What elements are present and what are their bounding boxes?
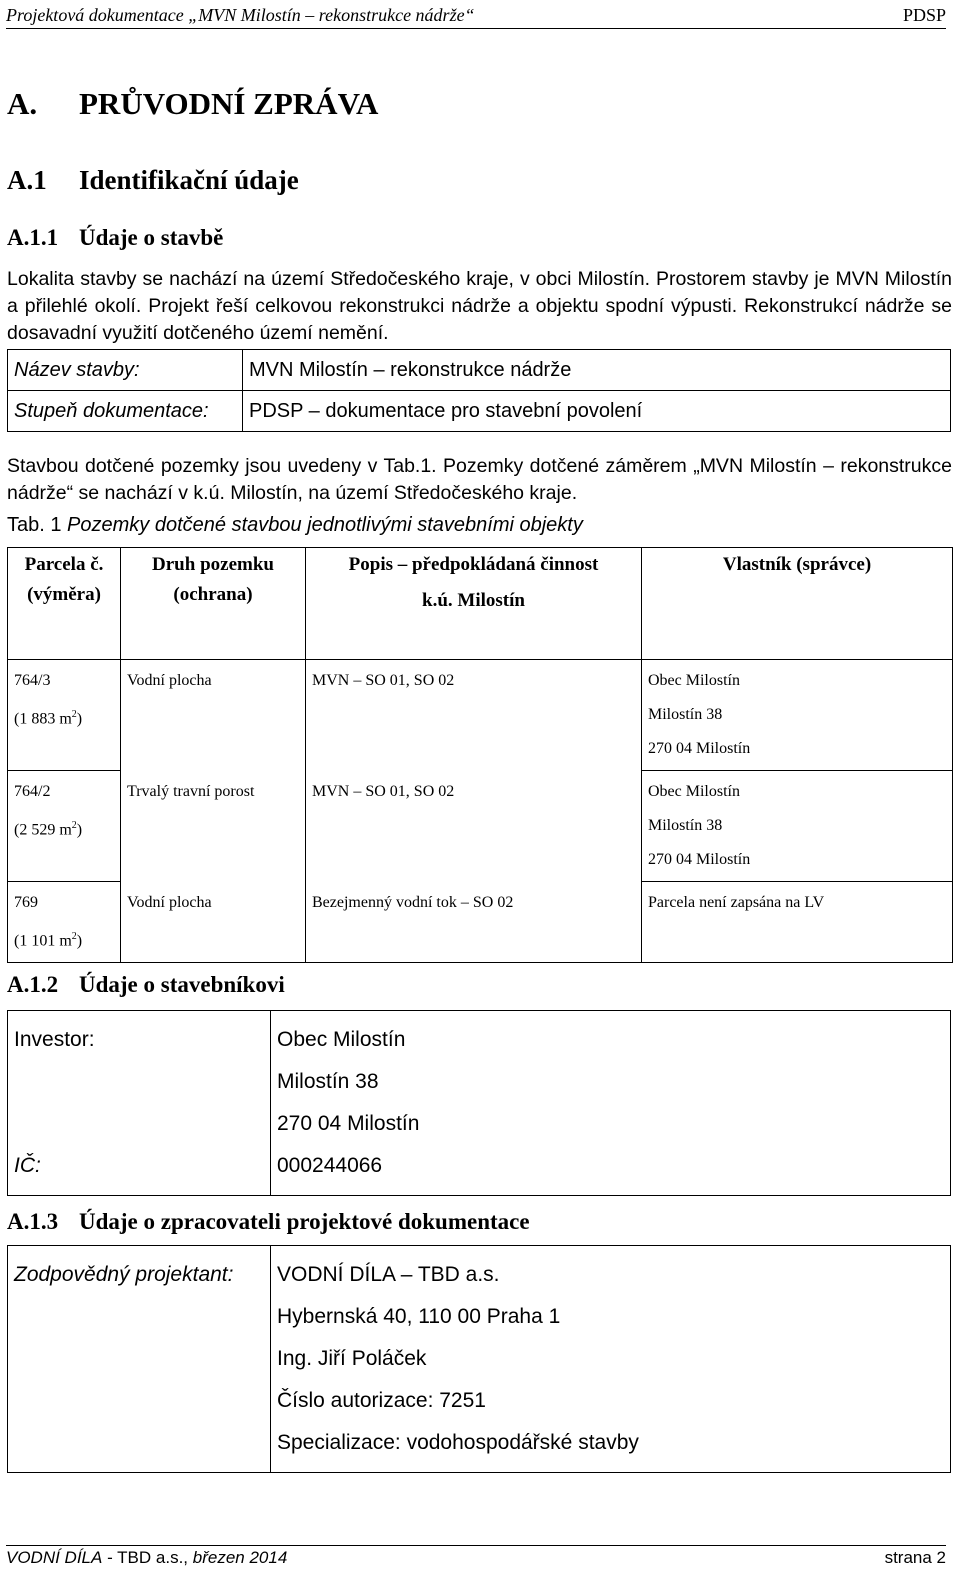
projektant-value-cell (271, 1246, 951, 1473)
investor-city: 270 04 Milostín (277, 1112, 420, 1135)
cell-parcela: 769 (1 101 $m^2$) (8, 882, 121, 963)
intro-paragraph: Lokalita stavby se nachází na území Středočeského kraje, v obci Milostín. Prostorem stavby je MVN Milostín a přilehlé okolí. Projekt řeší celkovou rekonstrukci nádrže a objektu spodní výpusti. Rekonstrukcí nádrže se dosavadní využití dotčeného území nemění. (7, 268, 952, 344)
projektant-company: VODNÍ DÍLA – TBD a.s. (277, 1263, 500, 1286)
cell-popis: MVN – SO 01, SO 02 (306, 660, 642, 771)
investor-value-cell (271, 1011, 951, 1196)
table-caption-text: Pozemky dotčené stavbou jednotlivými stavebními objekty (67, 514, 583, 536)
footer-left (6, 1548, 287, 1568)
column-header-druh: Druh pozemku (ochrana) (121, 548, 306, 660)
section-title: Údaje o stavbě (79, 225, 224, 250)
footer-company-rest: - TBD a.s., (107, 1548, 189, 1567)
projektant-person: Ing. Jiří Poláček (277, 1347, 427, 1370)
projektant-address: Hybernská 40, 110 00 Praha 1 (277, 1305, 561, 1328)
projektant-specialization: Specializace: vodohospodářské stavby (277, 1431, 639, 1454)
section-number: A.1.2 (7, 972, 59, 997)
column-header-popis: Popis – předpokládaná činnost k.ú. Milostín (306, 548, 642, 660)
table-row (8, 350, 951, 391)
section-number: A.1 (7, 165, 47, 195)
table-header-row (8, 548, 953, 660)
header-title: Projektová dokumentace „MVN Milostín – rekonstrukce nádrže“ (6, 5, 475, 25)
stavba-info-table (7, 349, 951, 432)
header-code: PDSP (902, 5, 946, 25)
projektant-label: Zodpovědný projektant: (8, 1246, 271, 1473)
table-row (8, 1011, 951, 1196)
section-title: Údaje o zpracovateli projektové dokumentace (79, 1209, 530, 1234)
projektant-table (7, 1245, 951, 1473)
section-number: A.1.1 (7, 225, 59, 250)
cell-vlastnik: Parcela není zapsána na LV (642, 882, 953, 963)
ic-label: IČ: (14, 1154, 41, 1177)
cell-druh: Vodní plocha (121, 660, 306, 771)
ic-value: 000244066 (277, 1154, 383, 1177)
stavba-name-label: Název stavby: (8, 350, 243, 391)
cell-vlastnik: Obec Milostín Milostín 38 270 04 Milostín (642, 660, 953, 771)
section-title: Identifikační údaje (79, 165, 299, 195)
footer-date: březen 2014 (192, 1548, 288, 1567)
section-heading-a13 (7, 1209, 530, 1235)
page-footer (6, 1545, 946, 1568)
table-number: Tab. 1 (7, 514, 62, 536)
cell-druh: Trvalý travní porost (121, 771, 306, 882)
section-heading-a1 (7, 165, 299, 196)
page-header (6, 0, 946, 29)
cell-popis: Bezejmenný vodní tok – SO 02 (306, 882, 642, 963)
column-header-vlastnik: Vlastník (správce) (642, 548, 953, 660)
footer-company: VODNÍ DÍLA (6, 1548, 103, 1567)
section-heading-a11 (7, 225, 223, 251)
investor-label-cell (8, 1011, 271, 1196)
cell-parcela: 764/3 (1 883 $m^2$) (8, 660, 121, 771)
cell-popis: MVN – SO 01, SO 02 (306, 771, 642, 882)
investor-street: Milostín 38 (277, 1070, 379, 1093)
section-title: Údaje o stavebníkovi (79, 972, 285, 997)
table-row (8, 660, 953, 771)
investor-table (7, 1010, 951, 1196)
projektant-authorization: Číslo autorizace: 7251 (277, 1389, 486, 1412)
footer-page-number: strana 2 (884, 1548, 946, 1567)
investor-name: Obec Milostín (277, 1028, 406, 1051)
table-row (8, 771, 953, 882)
cell-vlastnik: Obec Milostín Milostín 38 270 04 Milostín (642, 771, 953, 882)
section-number: A.1.3 (7, 1209, 59, 1234)
stavba-name-value: MVN Milostín – rekonstrukce nádrže (243, 350, 951, 391)
parcel-table (7, 547, 953, 963)
section-number: A. (7, 86, 38, 121)
section-heading-a (7, 86, 378, 122)
cell-druh: Vodní plocha (121, 882, 306, 963)
table-caption (7, 514, 583, 537)
stavba-stage-value: PDSP – dokumentace pro stavební povolení (243, 391, 951, 432)
section-title: PRŮVODNÍ ZPRÁVA (79, 86, 379, 121)
cell-parcela: 764/2 (2 529 $m^2$) (8, 771, 121, 882)
investor-label: Investor: (14, 1028, 95, 1051)
column-header-parcela: Parcela č. (výměra) (8, 548, 121, 660)
table-row (8, 391, 951, 432)
pozemky-paragraph: Stavbou dotčené pozemky jsou uvedeny v Tab.1. Pozemky dotčené záměrem „MVN Milostín – rekonstrukce nádrže“ se nachází v k.ú. Milostín, na území Středočeského kraje. (7, 455, 952, 504)
stavba-stage-label: Stupeň dokumentace: (8, 391, 243, 432)
section-heading-a12 (7, 972, 285, 998)
table-row (8, 882, 953, 963)
table-row (8, 1246, 951, 1473)
